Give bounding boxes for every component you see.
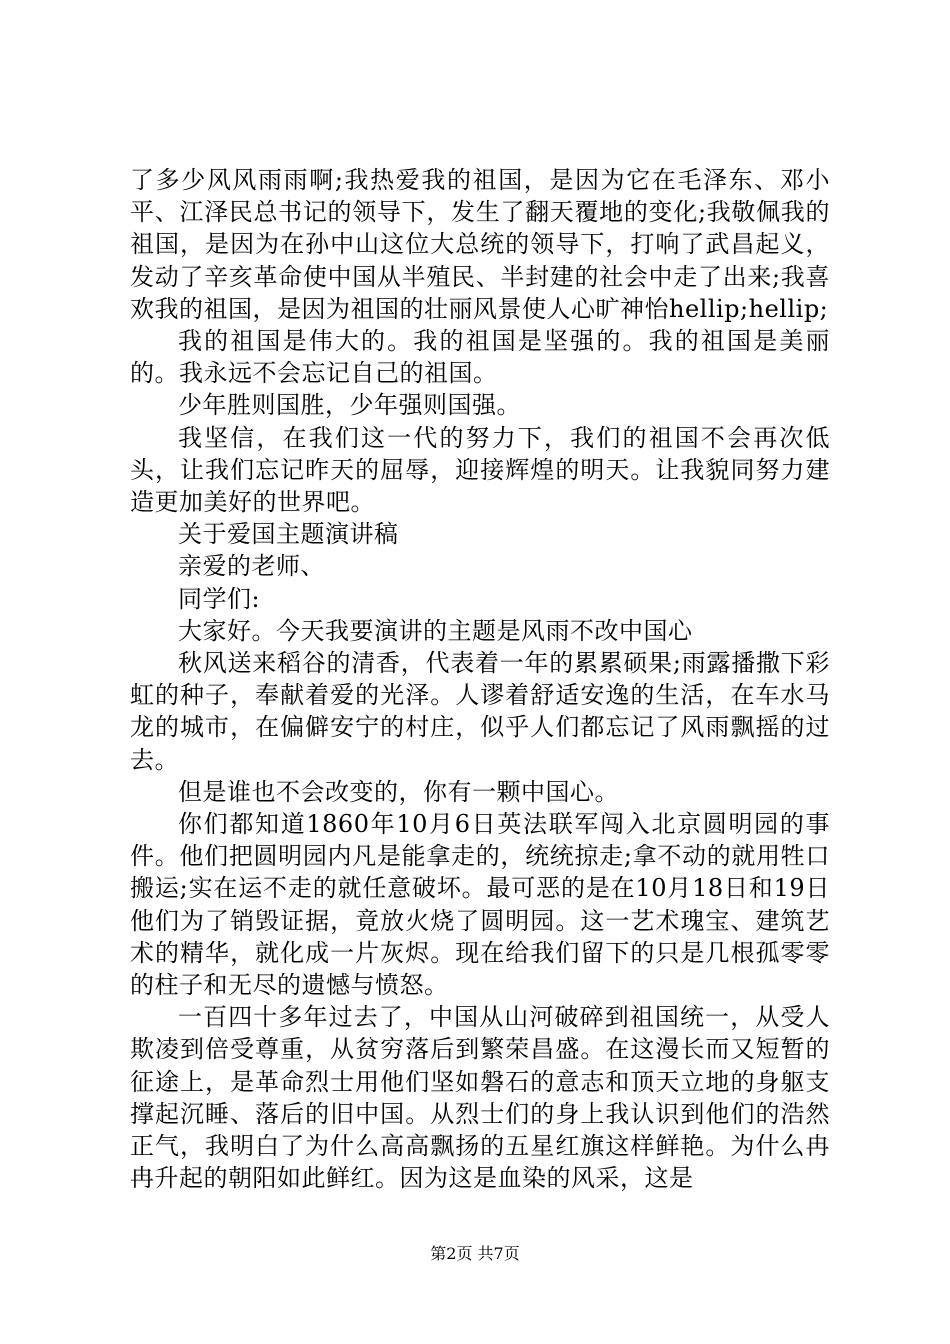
section-title: 关于爱国主题演讲稿 [178, 520, 399, 549]
paragraph: 但是谁也不会改变的，你有一颗中国心。 [178, 777, 619, 806]
paragraph: 你们都知道1860年10月6日英法联军闯入北京圆明园的事件。他们把圆明园内凡是能拿走的，统统掠走;拿不动的就用牲口搬运;实在运不走的就任意破坏。最可恶的是在10月18日和19日他们为了销毁证据，竟放火烧了圆明园。这一艺术瑰宝、建筑艺术的精华，就化成一片灰烬。现在给我们留下的只是几根孤零零的柱子和无尽的遗憾与愤怒。 [130, 810, 830, 1000]
salutation: 同学们: [178, 584, 261, 613]
paragraph: 少年胜则国胜，少年强则国强。 [178, 391, 521, 420]
document-body [130, 164, 830, 1195]
salutation: 亲爱的老师、 [178, 552, 325, 581]
paragraph: 秋风送来稻谷的清香，代表着一年的累累硕果;雨露播撒下彩虹的种子，奉献着爱的光泽。人谬着舒适安逸的生活，在车水马龙的城市，在偏僻安宁的村庄，似乎人们都忘记了风雨飘摇的过去。 [130, 649, 830, 774]
page-number-footer: 第2页 共7页 [430, 1244, 520, 1263]
paragraph: 我的祖国是伟大的。我的祖国是坚强的。我的祖国是美丽的。我永远不会忘记自己的祖国。 [130, 327, 830, 388]
paragraph: 大家好。今天我要演讲的主题是风雨不改中国心 [178, 616, 693, 645]
paragraph: 一百四十多年过去了，中国从山河破碎到祖国统一，从受人欺凌到倍受尊重，从贫穷落后到繁荣昌盛。在这漫长而又短暂的征途上，是革命烈士用他们坚如磐石的意志和顶天立地的身躯支撑起沉睡、落后的旧中国。从烈士们的身上我认识到他们的浩然正气，我明白了为什么高高飘扬的五星红旗这样鲜艳。为什么冉冉升起的朝阳如此鲜红。因为这是血染的风采，这是 [130, 1003, 830, 1193]
paragraph: 我坚信，在我们这一代的努力下，我们的祖国不会再次低头，让我们忘记昨天的屈辱，迎接辉煌的明天。让我貌同努力建造更加美好的世界吧。 [130, 423, 830, 517]
paragraph-continuation: 了多少风风雨雨啊;我热爱我的祖国，是因为它在毛泽东、邓小平、江泽民总书记的领导下，发生了翻天覆地的变化;我敬佩我的祖国，是因为在孙中山这位大总统的领导下，打响了武昌起义，发动了辛亥革命使中国从半殖民、半封建的社会中走了出来;我喜欢我的祖国，是因为祖国的壮丽风景使人心旷神怡hellip;hellip; [130, 166, 830, 323]
